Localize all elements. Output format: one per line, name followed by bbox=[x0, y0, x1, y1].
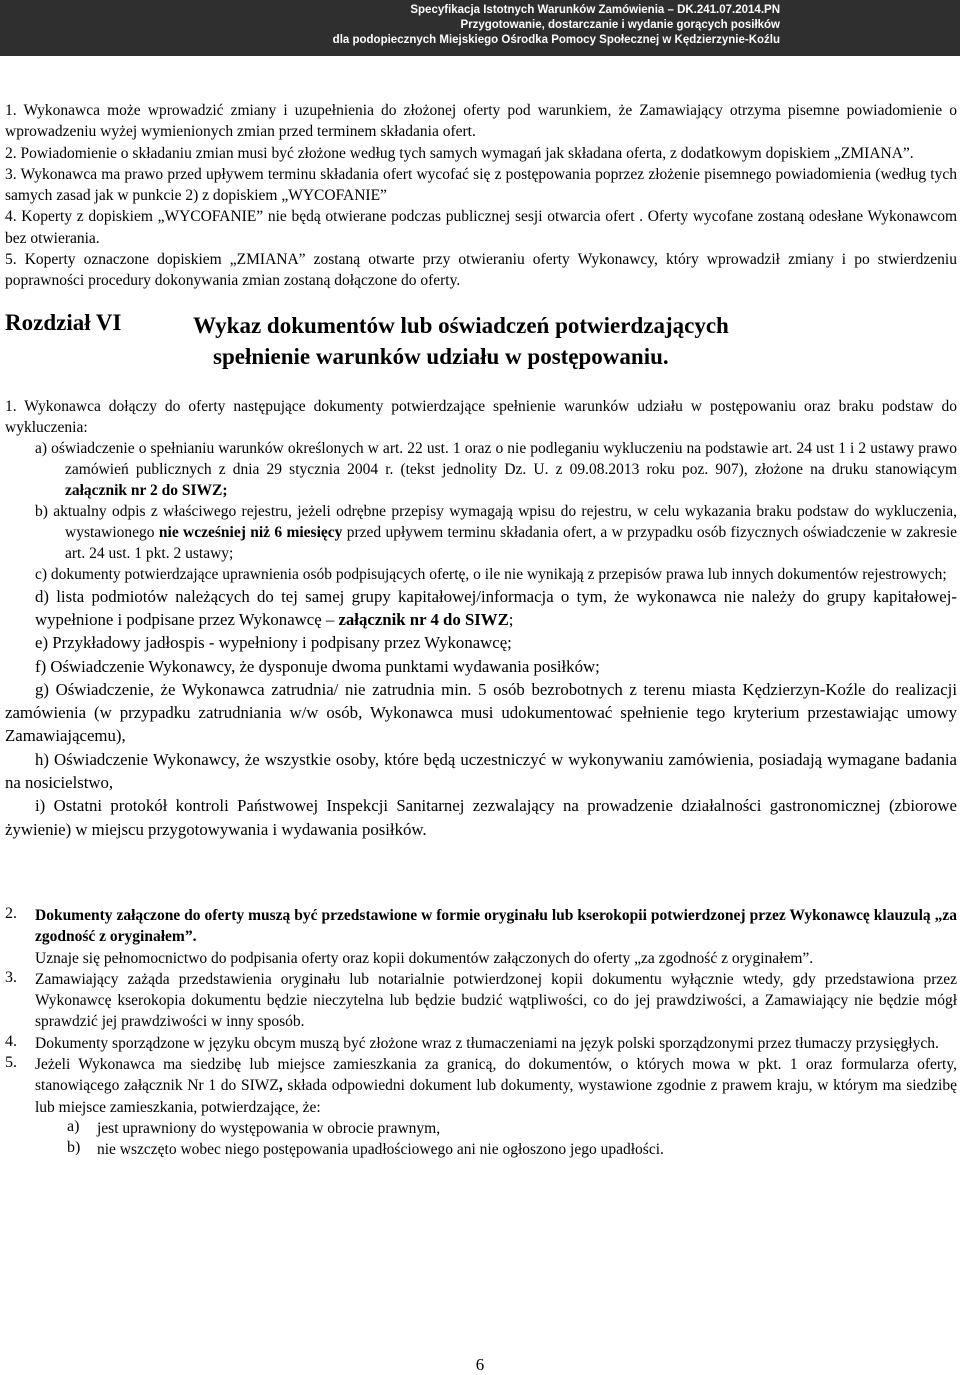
item-d-bold: załącznik nr 4 do SIWZ bbox=[338, 609, 509, 629]
requirement-5 bbox=[5, 1054, 957, 1118]
sub-b-label: b) bbox=[67, 1139, 81, 1157]
requirement-2-text: Uznaje się pełnomocnictwo do podpisania oferty oraz kopii dokumentów załączonych do oferty „za zgodność z oryginałem”. bbox=[35, 949, 814, 967]
requirement-5-bold: , bbox=[278, 1077, 283, 1095]
chapter-label: Rozdział VI bbox=[5, 309, 122, 335]
requirement-5-text1: Jeżeli Wykonawca ma siedzibę lub miejsce zamieszkania za granicą, do dokumentów, o których mowa w pkt. 1 oraz formularza oferty, stanowiącego załącznik Nr 1 do SIWZ bbox=[35, 1056, 957, 1095]
sub-a-text: jest uprawniony do występowania w obrocie prawnym, bbox=[97, 1119, 441, 1137]
requirement-2 bbox=[5, 905, 957, 969]
item-f: f) Oświadczenie Wykonawcy, że dysponuje dwoma punktami wydawania posiłków; bbox=[35, 656, 600, 676]
documents-section bbox=[5, 396, 957, 841]
header-line-subject: Przygotowanie, dostarczanie i wydanie gorących posiłków bbox=[460, 19, 780, 31]
requirement-5-text2: składa odpowiedni dokument lub dokumenty, wystawione zgodnie z prawem kraju, w którym ma siedzibę lub miejsce zamieszkania, potwierdzające, że: bbox=[35, 1077, 957, 1116]
requirement-5-sub-a bbox=[5, 1118, 957, 1139]
intro-point-1: 1. Wykonawca może wprowadzić zmiany i uzupełnienia do złożonej oferty pod warunkiem, że Zamawiający otrzyma pisemne powiadomienie o wprowadzeniu wyżej wymienionych zmian przed terminem składania ofert. bbox=[5, 102, 957, 141]
requirement-5-sub-b bbox=[5, 1139, 957, 1160]
requirement-4 bbox=[5, 1033, 957, 1054]
requirement-3 bbox=[5, 969, 957, 1033]
requirement-5-text bbox=[35, 1054, 957, 1118]
intro-point-4: 4. Koperty z dopiskiem „WYCOFANIE” nie będą otwierane podczas publicznej sesji otwarcia ofert . Oferty wycofane zostaną odesłane Wykonawcom bez otwierania. bbox=[5, 208, 957, 247]
item-a bbox=[5, 438, 957, 501]
intro-section bbox=[5, 100, 957, 292]
item-i: i) Ostatni protokół kontroli Państwowej Inspekcji Sanitarnej zezwalający na prowadzenie działalności gastronomicznej (zbiorowe żywienie) w miejscu przygotowywania i wydawania posiłków. bbox=[5, 796, 957, 839]
requirement-2-bold-text: Dokumenty załączone do oferty muszą być przedstawione w formie oryginału lub kserokopii potwierdzonej przez Wykonawcę klauzulą „za zgodność z oryginałem”. bbox=[35, 906, 957, 946]
requirement-4-number: 4. bbox=[5, 1032, 17, 1050]
chapter-heading bbox=[5, 310, 957, 396]
sub-a-label: a) bbox=[67, 1117, 80, 1135]
page-number: 6 bbox=[475, 1355, 485, 1374]
chapter-title bbox=[193, 310, 873, 372]
documents-lead: 1. Wykonawca dołączy do oferty następujące dokumenty potwierdzające spełnienie warunków udziału w postępowaniu oraz braku podstaw do wykluczenia: bbox=[5, 397, 957, 436]
requirement-4-text: Dokumenty sporządzone w języku obcym muszą być złożone wraz z tłumaczeniami na język polski sporządzonymi przez tłumaczy przysięgłych. bbox=[35, 1034, 939, 1052]
header-line-spec: Specyfikacja Istotnych Warunków Zamówienia – DK.241.07.2014.PN bbox=[410, 4, 780, 16]
item-d-text: d) lista podmiotów należących do tej samej grupy kapitałowej/informacja o tym, że wykonawca nie należy do grupy kapitałowej- wypełnione i podpisane przez Wykonawcę – bbox=[35, 586, 957, 629]
requirement-2-bold bbox=[35, 905, 957, 948]
item-a-bold: załącznik nr 2 do SIWZ; bbox=[65, 481, 228, 499]
item-h: h) Oświadczenie Wykonawcy, że wszystkie osoby, które będą uczestniczyć w wykonywaniu zamówienia, posiadają wymagane badania na nosicielstwo, bbox=[5, 749, 957, 793]
requirement-5-number: 5. bbox=[5, 1054, 17, 1072]
item-c: c) dokumenty potwierdzające uprawnienia osób podpisujących ofertę, o ile nie wynikają z przepisów prawa lub innych dokumentów rejestrowych; bbox=[35, 565, 947, 583]
chapter-title-line2: spełnienie warunków udziału w postępowaniu. bbox=[213, 343, 669, 369]
page-content bbox=[5, 100, 957, 1161]
requirement-3-text: Zamawiający zażąda przedstawienia oryginału lub notarialnie potwierdzonej kopii dokumentu wyłącznie wtedy, gdy przedstawiona przez Wykonawcę kserokopia dokumentu będzie nieczytelna lub będzie budzić wątpliwości, co do jej prawdziwości, a Zamawiający nie będzie mógł sprawdzić jej prawdziwości w inny sposób. bbox=[35, 970, 957, 1031]
sub-b-text: nie wszczęto wobec niego postępowania upadłościowego ani nie ogłoszono jego upadłości. bbox=[97, 1141, 664, 1159]
item-e: e) Przykładowy jadłospis - wypełniony i podpisany przez Wykonawcę; bbox=[35, 633, 512, 653]
header-line-recipient: dla podopiecznych Miejskiego Ośrodka Pomocy Społecznej w Kędzierzynie-Koźlu bbox=[332, 34, 780, 46]
item-b-text2: przed upływem terminu składania ofert, a w przypadku osób fizycznych oświadczenie w zakresie art. 24 ust. 1 pkt. 2 ustawy; bbox=[65, 523, 957, 562]
chapter-title-line1: Wykaz dokumentów lub oświadczeń potwierdzających bbox=[193, 312, 729, 338]
item-d bbox=[5, 585, 957, 632]
intro-point-2: 2. Powiadomienie o składaniu zmian musi być złożone według tych samych wymagań jak składana oferta, z dodatkowym dopiskiem „ZMIANA”. bbox=[5, 144, 914, 162]
requirements-section bbox=[5, 905, 957, 1161]
document-header bbox=[0, 0, 960, 56]
item-a-text: a) oświadczenie o spełnianiu warunków określonych w art. 22 ust. 1 oraz o nie podleganiu wykluczeniu na podstawie art. 24 ust 1 i 2 ustawy prawo zamówień publicznych z dnia 29 stycznia 2004 r. (tekst jednolity Dz. U. z 09.08.2013 roku poz. 907), złożone na druku stanowiącym bbox=[35, 439, 957, 478]
item-b-bold: nie wcześniej niż 6 miesięcy bbox=[158, 523, 343, 541]
item-g: g) Oświadczenie, że Wykonawca zatrudnia/ nie zatrudnia min. 5 osób bezrobotnych z terenu miasta Kędzierzyn-Koźle do realizacji zamówienia (w przypadku zatrudniania w/w osób, Wykonawca musi udokumentować spełnienie tego kryterium przestawiając umowy Zamawiającemu), bbox=[5, 679, 957, 746]
item-b-text1: b) aktualny odpis z właściwego rejestru, jeżeli odrębne przepisy wymagają wpisu do rejestru, w celu wykazania braku podstaw do wykluczenia, wystawionego bbox=[35, 502, 957, 541]
item-b bbox=[5, 501, 957, 564]
intro-point-3: 3. Wykonawca ma prawo przed upływem terminu składania ofert wycofać się z postępowania poprzez złożenie pisemnego powiadomienia (według tych samych zasad jak w punkcie 2) z dopiskiem „WYCOFANIE” bbox=[5, 165, 957, 205]
item-d-end: ; bbox=[508, 609, 514, 629]
requirement-3-number: 3. bbox=[5, 968, 17, 986]
requirement-2-number: 2. bbox=[5, 904, 17, 922]
intro-point-5: 5. Koperty oznaczone dopiskiem „ZMIANA” zostaną otwarte przy otwieraniu oferty Wykonawcy, który wprowadził zmiany i po stwierdzeniu poprawności procedury dokonywania zmian zostaną dołączone do oferty. bbox=[5, 251, 957, 290]
